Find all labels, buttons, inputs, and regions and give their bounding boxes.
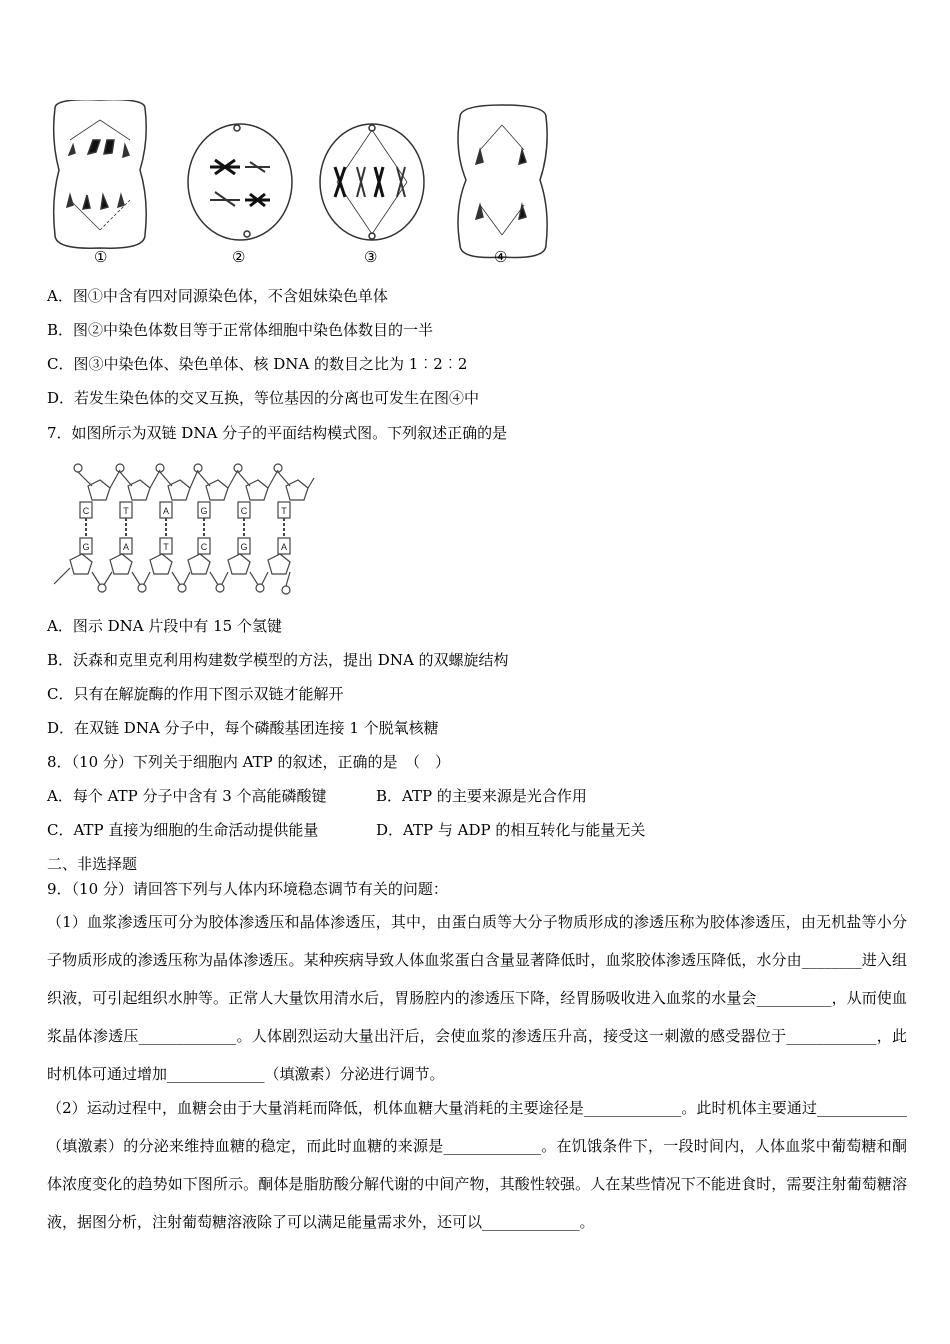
q8-stem: 8．（10 分）下列关于细胞内 ATP 的叙述，正确的是 （ ） [47, 753, 451, 771]
q9-stem: 9．（10 分）请回答下列与人体内环境稳态调节有关的问题： [47, 880, 448, 898]
dna-base-top-1: C [82, 506, 90, 516]
cell-label-2: ② [232, 248, 246, 266]
q6-option-a: A．图①中含有四对同源染色体，不含姐妹染色单体 [47, 287, 388, 305]
q7-option-a: A．图示 DNA 片段中有 15 个氢键 [47, 617, 282, 635]
q7-option-d: D．在双链 DNA 分子中，每个磷酸基团连接 1 个脱氧核糖 [47, 719, 439, 737]
cell-4-diagram [458, 105, 547, 258]
q8-option-c: C．ATP 直接为细胞的生命活动提供能量 [47, 821, 319, 839]
q8-option-d: D．ATP 与 ADP 的相互转化与能量无关 [376, 821, 646, 839]
q6-option-b: B．图②中染色体数目等于正常体细胞中染色体数目的一半 [47, 321, 434, 339]
dna-base-top-4: G [200, 506, 208, 516]
dna-base-top-3: A [162, 506, 170, 516]
section-heading: 二、非选择题 [47, 855, 138, 873]
q8-option-a: A．每个 ATP 分子中含有 3 个高能磷酸键 [47, 787, 327, 805]
q7-stem: 7．如图所示为双链 DNA 分子的平面结构模式图。下列叙述正确的是 [47, 424, 508, 442]
dna-base-bottom-5: G [240, 542, 248, 552]
q6-option-c: C．图③中染色体、染色单体、核 DNA 的数目之比为 1︰2︰2 [47, 355, 468, 373]
cell-1-diagram [54, 100, 147, 248]
dna-base-bottom-6: A [280, 542, 288, 552]
cell-3-diagram [320, 124, 424, 240]
cell-2-diagram [188, 124, 292, 240]
q9-paragraph-1: （1）血浆渗透压可分为胶体渗透压和晶体渗透压，其中，由蛋白质等大分子物质形成的渗透压称为胶体渗透压，由无机盐等小分子物质形成的渗透压称为晶体渗透压。某种疾病导致人体血浆蛋白含量显著降低时，血浆胶体渗透压降低，水分由________进入组织液，可引起组织水肿等。正常人大量饮用清水后，胃肠腔内的渗透压下降，经胃肠吸收进入血浆的水量会__________，从而使血浆晶体渗透压_____________。人体剧烈运动大量出汗后，会使血浆的渗透压升高，接受这一刺激的感受器位于____________，此时机体可通过增加_____________（填激素）分泌进行调节。 [47, 913, 907, 1083]
q9-paragraph-2: （2）运动过程中，血糖会由于大量消耗而降低，机体血糖大量消耗的主要途径是_____________。此时机体主要通过____________（填激素）的分泌来维持血糖的稳定，而此时血糖的来源是_____________。在饥饿条件下，一段时间内，人体血浆中葡萄糖和酮体浓度变化的趋势如下图所示。酮体是脂肪酸分解代谢的中间产物，其酸性较强。人在某些情况下不能进食时，需要注射葡萄糖溶液，据图分析，注射葡萄糖溶液除了可以满足能量需求外，还可以_____________。 [47, 1099, 907, 1231]
cell-label-4: ④ [494, 248, 508, 266]
q7-option-c: C．只有在解旋酶的作用下图示双链才能解开 [47, 685, 344, 703]
dna-base-top-5: C [240, 506, 248, 516]
q6-option-d: D．若发生染色体的交叉互换，等位基因的分离也可发生在图④中 [47, 389, 480, 407]
dna-base-top-2: T [123, 506, 129, 516]
dna-base-top-6: T [281, 506, 287, 516]
dna-structure-figure [50, 460, 325, 600]
dna-base-bottom-4: C [200, 542, 208, 552]
cell-division-figure [45, 100, 565, 275]
q7-option-b: B．沃森和克里克利用构建数学模型的方法，提出 DNA 的双螺旋结构 [47, 651, 509, 669]
cell-label-1: ① [94, 248, 108, 266]
dna-base-bottom-2: A [122, 542, 130, 552]
cell-label-3: ③ [364, 248, 378, 266]
dna-base-bottom-3: T [163, 542, 169, 552]
q8-option-b: B．ATP 的主要来源是光合作用 [376, 787, 587, 805]
dna-base-bottom-1: G [82, 542, 90, 552]
